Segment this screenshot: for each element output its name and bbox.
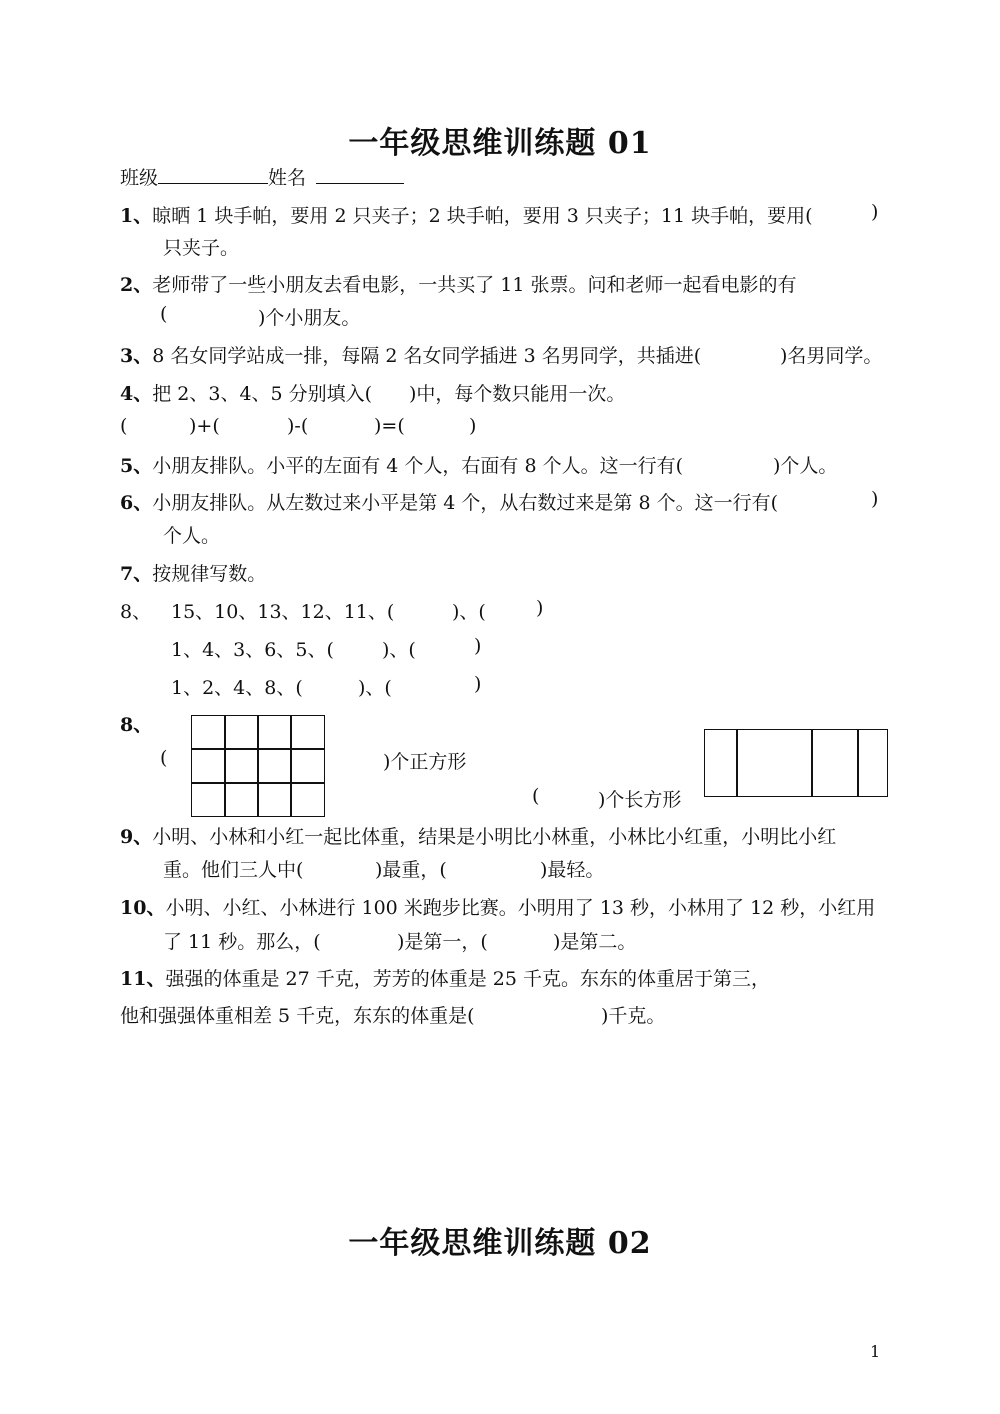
question-text: 强强的体重是 27 千克，芳芳的体重是 25 千克。东东的体重居于第三， bbox=[165, 968, 770, 990]
student-info-line bbox=[120, 163, 404, 190]
question-number: 9、 bbox=[120, 826, 153, 848]
question-text: 老师带了一些小朋友去看电影，一共买了 11 张票。问和老师一起看电影的有 bbox=[152, 274, 797, 296]
question-text: 小明、小林和小红一起比体重，结果是小明比小林重，小林比小红重，小明比小红 bbox=[152, 826, 837, 848]
question-number: 8、 bbox=[120, 714, 153, 736]
sequence-2-part: )、( bbox=[382, 639, 416, 661]
question-9-line-2c: )最轻。 bbox=[540, 859, 605, 881]
question-text: 小朋友排队。从左数过来小平是第 4 个，从右数过来是第 8 个。这一行有( bbox=[152, 492, 778, 514]
question-number: 4、 bbox=[120, 383, 153, 405]
question-text: 8 名女同学站成一排，每隔 2 名女同学插进 3 名男同学，共插进( bbox=[152, 345, 702, 367]
question-10-line-2c: )是第二。 bbox=[553, 931, 637, 953]
question-5 bbox=[120, 451, 683, 478]
class-field[interactable] bbox=[158, 165, 268, 184]
equation-part: )=( bbox=[374, 415, 405, 437]
question-10-line-2b: )是第一，( bbox=[397, 931, 488, 953]
question-number: 6、 bbox=[120, 492, 153, 514]
question-9-line-2a: 重。他们三人中( bbox=[163, 859, 304, 881]
question-7 bbox=[120, 559, 266, 586]
sequence-2-part: 1、4、3、6、5、( bbox=[171, 639, 334, 661]
question-11-line-1 bbox=[120, 964, 770, 991]
square-grid-figure bbox=[191, 715, 325, 817]
sequence-number: 8、 bbox=[120, 601, 152, 623]
rectangle-figure bbox=[704, 729, 888, 797]
sequence-1-part: ) bbox=[536, 597, 544, 619]
sequence-3-part: 1、2、4、8、( bbox=[171, 677, 303, 699]
question-number: 1、 bbox=[120, 205, 153, 227]
question-number: 7、 bbox=[120, 563, 153, 585]
question-2-line-2: )个小朋友。 bbox=[258, 307, 361, 329]
question-6-line-2: 个人。 bbox=[163, 525, 221, 547]
question-number: 11、 bbox=[120, 968, 166, 990]
question-11-line-2: 他和强强体重相差 5 千克，东东的体重是( bbox=[120, 1005, 475, 1027]
rectangles-count-label: )个长方形 bbox=[598, 789, 682, 811]
question-3 bbox=[120, 341, 701, 368]
squares-count-label: )个正方形 bbox=[383, 751, 467, 773]
answer-open-paren: ( bbox=[160, 303, 168, 325]
question-text: 小明、小红、小林进行 100 米跑步比赛。小明用了 13 秒，小林用了 12 秒，小红用 bbox=[165, 897, 876, 919]
question-10-line-1 bbox=[120, 893, 875, 920]
question-8-number bbox=[120, 710, 152, 737]
page-number: 1 bbox=[870, 1342, 881, 1361]
question-text: 把 2、3、4、5 分别填入( bbox=[152, 383, 373, 405]
equation-part: )+( bbox=[189, 415, 220, 437]
question-number: 10、 bbox=[120, 897, 166, 919]
question-text: 按规律写数。 bbox=[152, 563, 267, 585]
question-4 bbox=[120, 379, 372, 406]
answer-open-paren: ( bbox=[532, 785, 540, 807]
question-text: 小朋友排队。小平的左面有 4 个人，右面有 8 个人。这一行有( bbox=[152, 455, 683, 477]
worksheet-2-title: 一年级思维训练题 02 bbox=[348, 1226, 652, 1261]
equation-part: ( bbox=[120, 415, 128, 437]
worksheet-title: 一年级思维训练题 01 bbox=[348, 126, 652, 161]
equation-part: ) bbox=[469, 415, 477, 437]
name-field[interactable] bbox=[316, 165, 404, 184]
question-number: 2、 bbox=[120, 274, 153, 296]
question-9-line-2b: )最重，( bbox=[375, 859, 447, 881]
sequence-2-part: ) bbox=[474, 635, 482, 657]
question-4-tail: )中，每个数只能用一次。 bbox=[409, 383, 626, 405]
question-3-tail: )名男同学。 bbox=[780, 345, 883, 367]
question-1-line-2: 只夹子。 bbox=[163, 237, 240, 259]
sequence-3-part: ) bbox=[474, 673, 482, 695]
question-2-line-1 bbox=[120, 270, 797, 297]
question-number: 3、 bbox=[120, 345, 153, 367]
question-11-tail: )千克。 bbox=[601, 1005, 666, 1027]
sequence-1-part: 15、10、13、12、11、( bbox=[171, 601, 395, 623]
name-label: 姓名 bbox=[268, 167, 307, 189]
sequence-1-part: )、( bbox=[452, 601, 486, 623]
answer-close-paren: ) bbox=[871, 488, 879, 510]
question-9-line-1 bbox=[120, 822, 836, 849]
answer-open-paren: ( bbox=[160, 747, 168, 769]
question-number: 5、 bbox=[120, 455, 153, 477]
equation-part: )-( bbox=[287, 415, 309, 437]
question-5-tail: )个人。 bbox=[773, 455, 838, 477]
question-text: 晾晒 1 块手帕，要用 2 只夹子；2 块手帕，要用 3 只夹子；11 块手帕，要用( bbox=[152, 205, 813, 227]
sequence-3-part: )、( bbox=[358, 677, 392, 699]
question-1-line-1 bbox=[120, 201, 813, 228]
answer-close-paren: ) bbox=[871, 201, 879, 223]
question-10-line-2a: 了 11 秒。那么，( bbox=[163, 931, 321, 953]
class-label: 班级 bbox=[120, 167, 159, 189]
question-6-line-1 bbox=[120, 488, 778, 515]
